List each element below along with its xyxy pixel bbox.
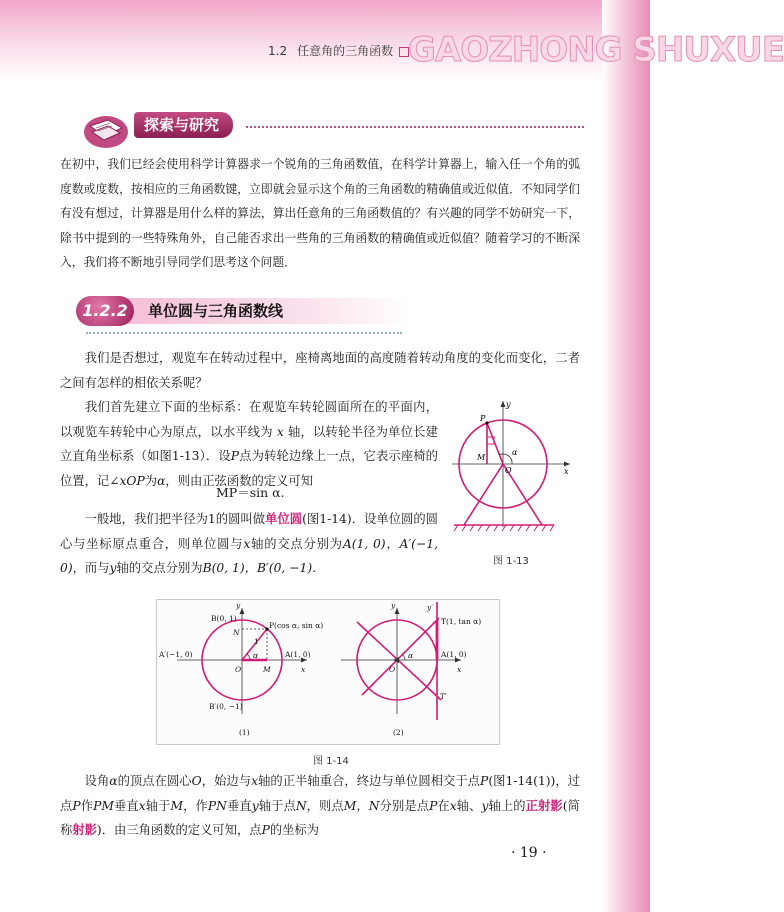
- fig14a-N-label: N: [233, 628, 240, 637]
- fig13-O-label: O: [505, 466, 512, 475]
- fig14a-O-label: O: [235, 665, 242, 674]
- fig14a-Aprime-label: A′(−1, 0): [159, 650, 193, 659]
- explore-paragraph: 在初中，我们已经会使用科学计算器求一个锐角的三角函数值，在科学计算器上，输入任一个角的弧度数或度数，按相应的三角函数键，立即就会显示这个角的三角函数的精确值或近似值．不知同学们有没有想过，计算器是用什么样的算法，算出任意角的三角函数值的？有兴趣的同学不妨研究一下，除书中提到的一些特殊角外，自己能否求出一些角的三角函数的精确值或近似值？随着学习的不断深入，我们将不断地引导同学们思考这个问题．: [60, 157, 580, 269]
- fig14a-one-label: 1: [254, 637, 259, 646]
- page-number: · 19 ·: [511, 845, 547, 861]
- unit-circle-figure: [156, 599, 500, 745]
- fig14a-alpha-label: α: [253, 651, 259, 660]
- fig14a-x-label: x: [301, 665, 306, 674]
- fig13-x-label: x: [564, 467, 569, 476]
- fig14b-O-label: O: [389, 665, 396, 674]
- fig13-alpha-label: α: [512, 448, 518, 457]
- term-projection: 射影: [72, 822, 97, 837]
- fig14b-Tprime-label: T′: [440, 692, 447, 701]
- paragraph-2: 我们首先建立下面的坐标系：在观览车转轮圆面所在的平面内，以观览车转轮中心为原点，以水平线为 x 轴，以转轮半径为单位长建立直角坐标系（如图1-13）．设P点为转轮边缘上一点，它表示座椅的位置，记∠xOP为α，则由正弦函数的定义可知: [60, 400, 438, 488]
- fig14a-caption-label: (1): [239, 728, 250, 737]
- fig14a-M-label: M: [263, 665, 271, 674]
- fig14a-P-label: P(cos α, sin α): [269, 621, 324, 630]
- fig14b-A-label: A(1, 0): [441, 650, 467, 659]
- fig13-caption: 图 1-13: [493, 556, 529, 567]
- fig13-y-label: y: [506, 400, 511, 409]
- fig13-P-label: P: [480, 414, 486, 423]
- fig14a-B-label: B(0, 1): [211, 614, 237, 623]
- section-number: 1.2.2: [76, 296, 134, 326]
- fig14b-x-label: x: [457, 665, 462, 674]
- fig14b-alpha-label: α: [408, 651, 414, 660]
- section-title: 单位圆与三角函数线: [148, 302, 284, 320]
- paragraph-3: 一般地，我们把半径为1的圆叫做单位圆(图1-14)．设单位圆的圆心与坐标原点重合，则单位圆与x轴的交点分别为A(1, 0)，A′(−1, 0)，而与y轴的交点分别为B(0, 1)，B′(0, −1)．: [60, 511, 438, 575]
- fig14b-caption-label: (2): [393, 728, 404, 737]
- explore-title: 探索与研究: [134, 112, 233, 138]
- fig14b-y-label: y: [391, 601, 396, 610]
- header-section-title: 任意角的三角函数: [297, 44, 394, 58]
- fig14-caption: 图 1-14: [313, 756, 349, 767]
- fig14a-A-label: A(1, 0): [285, 650, 311, 659]
- sine-formula: MP＝sin α.: [216, 485, 285, 500]
- running-header: [268, 42, 409, 59]
- term-orthogonal-projection: 正射影: [525, 797, 563, 813]
- fig14a-Bprime-label: B′(0, −1): [209, 702, 243, 711]
- paragraph-1: 我们是否想过，观览车在转动过程中，座椅离地面的高度随着转动角度的变化而变化，二者之间有怎样的相依关系呢？: [60, 351, 580, 390]
- paragraph-4: 设角α的顶点在圆心O，始边与x轴的正半轴重合，终边与单位圆相交于点P(图1-14(1))，过点P作PM垂直x轴于M，作PN垂直y轴于点N，则点M，N分别是点P在x轴、y轴上的正射影(简称射影)．由三角函数的定义可知，点P的坐标为: [60, 774, 580, 837]
- fig13-M-label: M: [477, 453, 486, 462]
- ferris-wheel-figure: [450, 397, 574, 537]
- fig14b-yprime-label: y′: [427, 603, 433, 612]
- header-watermark: GAOZHONG SHUXUE: [408, 30, 784, 70]
- unit-circle-diagram: [157, 600, 499, 744]
- side-band: [602, 0, 650, 912]
- section-divider: [86, 332, 402, 334]
- fig14a-y-label: y: [236, 601, 241, 610]
- fig14b-T-label: T(1, tan α): [441, 617, 482, 626]
- explore-divider: [246, 126, 584, 128]
- header-section-number: 1.2: [268, 44, 288, 58]
- term-unit-circle: 单位圆: [265, 511, 303, 526]
